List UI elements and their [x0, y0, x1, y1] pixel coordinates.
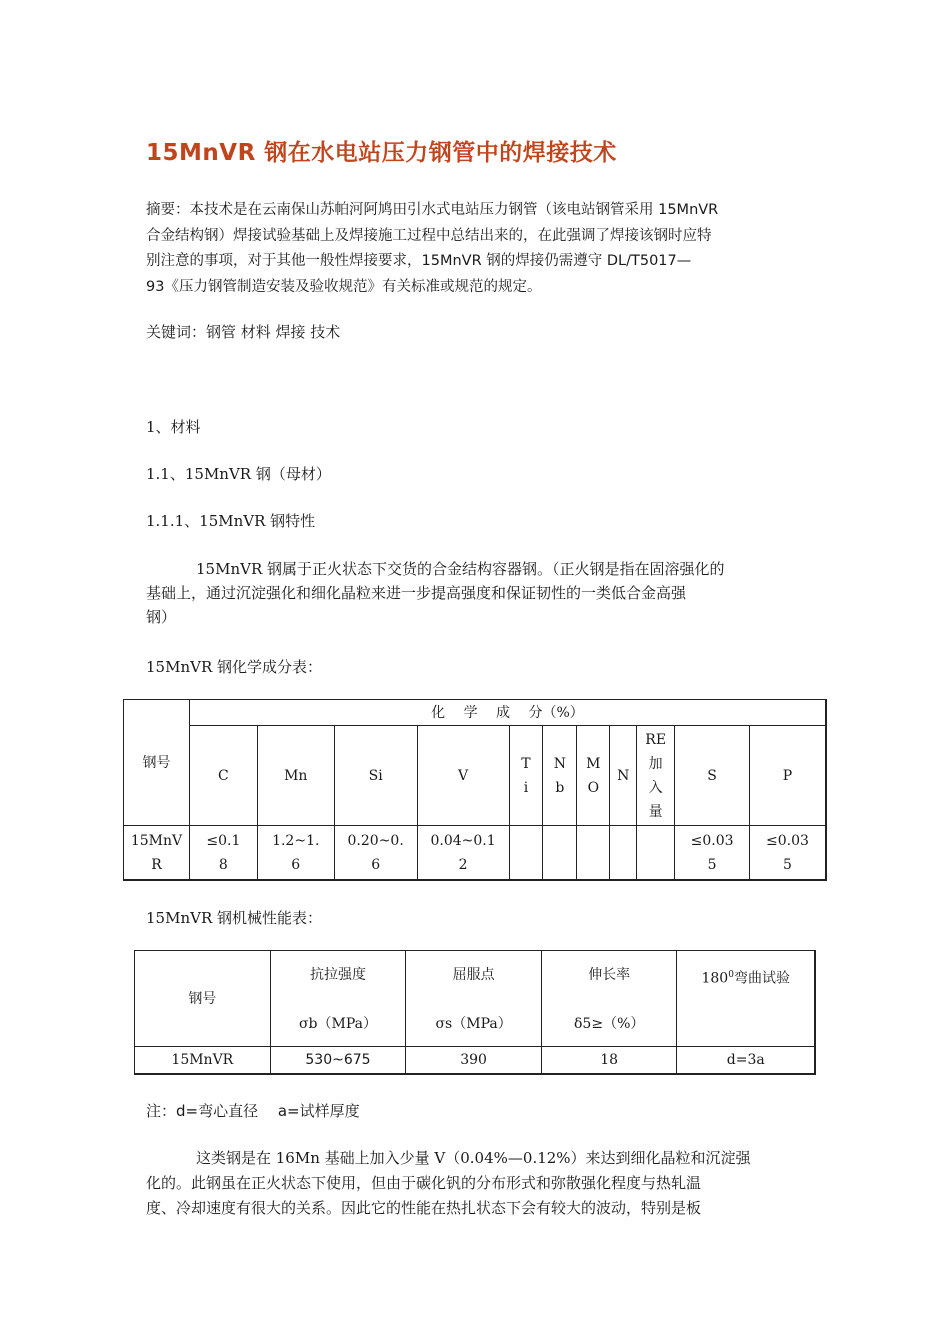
paragraph-line: 基础上，通过沉淀强化和细化晶粒来进一步提高强度和保证韧性的一类低合金高强	[146, 584, 687, 602]
table-cell: d=3a	[677, 1047, 815, 1074]
table-cell-grade: 15MnVR	[135, 1047, 271, 1074]
bend-test-text: 弯曲试验	[733, 970, 790, 987]
table-cell: 1.2~1. 6	[258, 826, 335, 880]
paragraph-line: 钢）	[146, 608, 177, 626]
table-cell: 530~675	[271, 1047, 407, 1074]
paragraph-vanadium	[146, 1146, 806, 1221]
bend-test-label	[677, 951, 814, 991]
abstract-line: 别注意的事项，对于其他一般性焊接要求，15MnVR 钢的焊接仍需遵守 DL/T5017—	[146, 253, 692, 269]
table-cell: 0.04~0.1 2	[418, 826, 510, 880]
column-header: C	[190, 726, 258, 826]
column-header: V	[418, 726, 510, 826]
yield-header	[406, 951, 542, 1047]
column-header: T i	[510, 726, 544, 826]
section-heading-1-1-1: 1.1.1、15MnVR 钢特性	[146, 512, 316, 530]
table-cell	[577, 826, 610, 880]
abstract-line: 合金结构钢）焊接试验基础上及焊接施工过程中总结出来的，在此强调了焊接该钢时应特	[146, 227, 712, 244]
chemical-composition-table	[123, 699, 827, 881]
table-cell: ≤0.03 5	[750, 826, 826, 880]
tensile-unit: σb（MPa）	[298, 1016, 377, 1032]
yield-label: 屈服点	[452, 967, 495, 983]
column-header: S	[675, 726, 750, 826]
bend-test-header	[677, 951, 815, 1047]
mech-table-caption: 15MnVR 钢机械性能表：	[146, 909, 323, 927]
mechanical-properties-table	[134, 950, 816, 1075]
bend-angle-degree: 0	[728, 970, 734, 980]
composition-group-header: 化 学 成 分（%）	[190, 700, 826, 726]
table-cell: 18	[542, 1047, 678, 1074]
table-cell: ≤0.1 8	[190, 826, 258, 880]
table-cell: 0.20~0. 6	[335, 826, 418, 880]
table-cell-grade: 15MnV R	[124, 826, 190, 880]
column-header: N b	[543, 726, 577, 826]
table-note: 注：d=弯心直径 a=试样厚度	[146, 1102, 360, 1120]
keywords: 关键词：钢管 材料 焊接 技术	[146, 323, 341, 341]
paragraph-line: 这类钢是在 16Mn 基础上加入少量 V（0.04%—0.12%）来达到细化晶粒和沉淀强	[196, 1149, 751, 1167]
abstract	[146, 198, 806, 300]
tensile-header	[271, 951, 407, 1047]
table-cell: ≤0.03 5	[675, 826, 750, 880]
paragraph-line: 化的。此钢虽在正火状态下使用，但由于碳化钒的分布形式和弥散强化程度与热轧温	[146, 1174, 702, 1192]
paragraph-properties	[146, 557, 806, 629]
tensile-label: 抗拉强度	[309, 967, 366, 983]
column-header: Si	[335, 726, 418, 826]
grade-header: 钢号	[124, 700, 190, 826]
column-header: M O	[577, 726, 610, 826]
table-cell: 390	[406, 1047, 542, 1074]
table-cell	[543, 826, 577, 880]
document-title: 15MnVR 钢在水电站压力钢管中的焊接技术	[146, 140, 617, 166]
elongation-unit: δ5≥（%）	[574, 1016, 645, 1032]
table-cell	[637, 826, 675, 880]
paragraph-line: 度、冷却速度有很大的关系。因此它的性能在热扎状态下会有较大的波动，特别是板	[146, 1199, 702, 1217]
column-header: N	[610, 726, 637, 826]
elongation-header	[542, 951, 678, 1047]
section-heading-1: 1、材料	[146, 418, 201, 436]
table-cell	[510, 826, 544, 880]
paragraph-line: 15MnVR 钢属于正火状态下交货的合金结构容器钢。（正火钢是指在固溶强化的	[196, 560, 725, 578]
column-header: P	[750, 726, 826, 826]
abstract-line: 摘要：本技术是在云南保山苏帕河阿鸠田引水式电站压力钢管（该电站钢管采用 15MnVR	[146, 202, 719, 218]
elongation-label: 伸长率	[588, 967, 631, 983]
section-heading-1-1: 1.1、15MnVR 钢（母材）	[146, 465, 331, 483]
column-header: Mn	[258, 726, 335, 826]
yield-unit: σs（MPa）	[435, 1016, 512, 1032]
table-cell	[610, 826, 637, 880]
chem-table-caption: 15MnVR 钢化学成分表：	[146, 658, 323, 676]
grade-header: 钢号	[135, 951, 271, 1047]
column-header: RE 加 入 量	[637, 726, 675, 826]
abstract-line: 93《压力钢管制造安装及验收规范》有关标准或规范的规定。	[146, 278, 542, 295]
bend-angle: 180	[701, 970, 729, 987]
